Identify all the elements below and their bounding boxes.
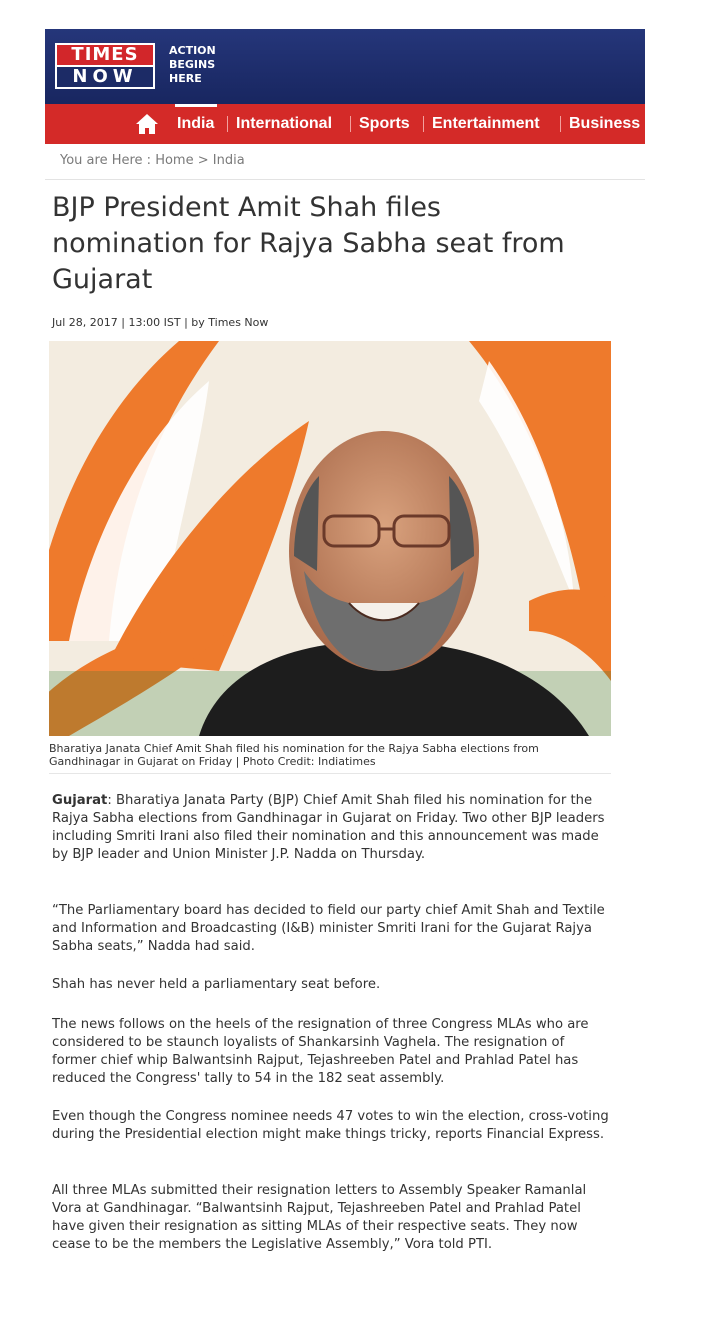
nav-item-sports[interactable]: Sports: [359, 115, 410, 132]
site-header: [45, 29, 645, 104]
article-byline: Jul 28, 2017 | 13:00 IST | by Times Now: [52, 316, 269, 329]
hero-photo: [49, 341, 611, 736]
image-caption: Bharatiya Janata Chief Amit Shah filed his nomination for the Rajya Sabha elections from Gandhinagar in Gujarat on Friday | Photo Credit: Indiatimes: [49, 742, 539, 768]
breadcrumb: [60, 153, 245, 168]
breadcrumb-home[interactable]: Home: [155, 153, 194, 168]
nav-item-entertainment[interactable]: Entertainment: [432, 115, 540, 132]
main-nav: [45, 104, 645, 144]
breadcrumb-current[interactable]: India: [212, 153, 245, 168]
tagline-line: BEGINS: [169, 58, 216, 71]
breadcrumb-separator: >: [197, 153, 209, 168]
article-hero-image: [49, 341, 611, 736]
article-paragraph: “The Parliamentary board has decided to field our party chief Amit Shah and Textile and Information and Broadcasting (I&B) minister Smriti Irani for the Gujarat Rajya Sabha seats,” Nadda had said.: [52, 903, 605, 954]
article-paragraph: Shah has never held a parliamentary seat before.: [52, 977, 381, 992]
logo-times-text: TIMES: [57, 45, 153, 65]
nav-separator: [227, 116, 228, 132]
nav-separator: [423, 116, 424, 132]
nav-separator: [560, 116, 561, 132]
divider: [45, 179, 645, 180]
nav-item-international[interactable]: International: [236, 115, 333, 132]
nav-item-business[interactable]: Business: [569, 115, 641, 132]
dateline: Gujarat: [52, 793, 108, 808]
page-title: BJP President Amit Shah files nomination for Rajya Sabha seat from Gujarat: [52, 192, 565, 295]
home-icon[interactable]: [135, 113, 159, 135]
paragraph-text: : Bharatiya Janata Party (BJP) Chief Amit Shah filed his nomination for the Rajya Sabha elections from Gandhinagar in Gujarat on Friday. Two other BJP leaders including Smriti Irani also filed their nomination and this announcement was made by BJP leader and Union Minister J.P. Nadda on Thursday.: [52, 793, 605, 862]
divider: [49, 773, 611, 774]
logo-now-text: NOW: [57, 67, 153, 87]
tagline-line: ACTION: [169, 44, 216, 57]
times-now-logo[interactable]: [55, 43, 155, 89]
article-paragraph: Even though the Congress nominee needs 47 votes to win the election, cross-voting during the Presidential election might make things tricky, reports Financial Express.: [52, 1109, 609, 1142]
article-paragraph: The news follows on the heels of the resignation of three Congress MLAs who are considered to be staunch loyalists of Shankarsinh Vaghela. The resignation of former chief whip Balwantsinh Rajput, Tejashreeben Patel and Prahlad Patel has reduced the Congress' tally to 54 in the 182 seat assembly.: [52, 1017, 589, 1086]
tagline: [169, 44, 216, 86]
article-paragraph: All three MLAs submitted their resignation letters to Assembly Speaker Ramanlal Vora at Gandhinagar. “Balwantsinh Rajput, Tejashreeben Patel and Prahlad Patel have given their resignation as sitting MLAs of their respective seats. They now cease to be the members the Legislative Assembly,” Vora told PTI.: [52, 1183, 587, 1252]
nav-separator: [350, 116, 351, 132]
article-paragraph: [52, 792, 612, 864]
tagline-line: HERE: [169, 72, 202, 85]
breadcrumb-prefix: You are Here :: [60, 153, 152, 168]
nav-item-india[interactable]: India: [177, 115, 215, 132]
